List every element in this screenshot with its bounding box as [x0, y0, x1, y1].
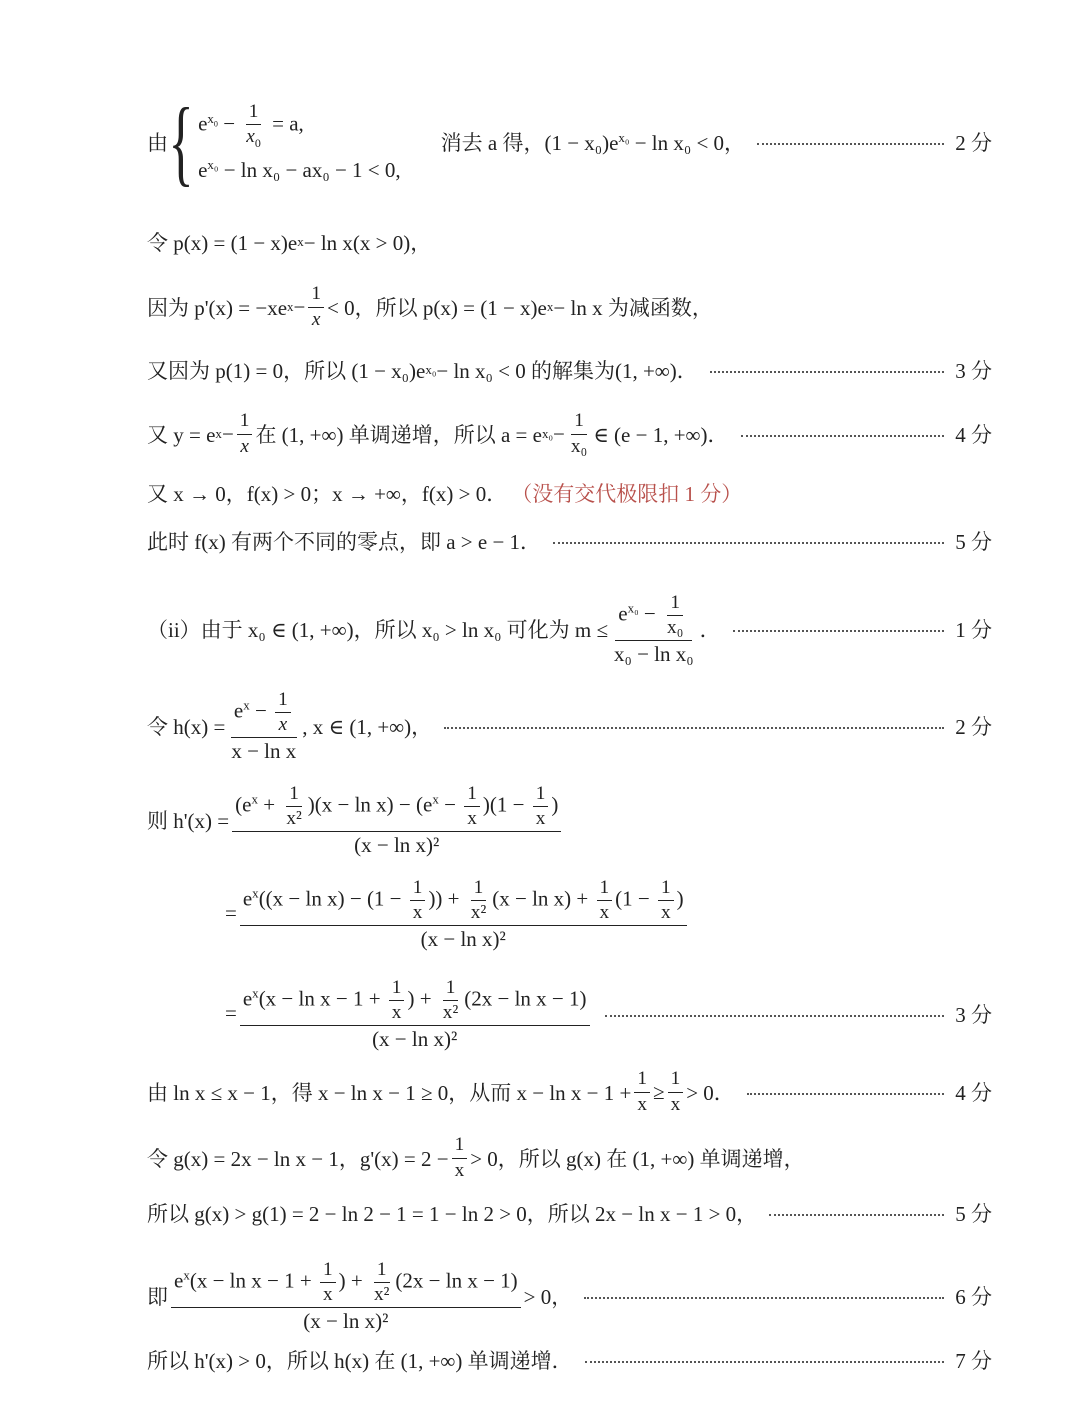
- leader-dots: [769, 1214, 944, 1216]
- score: 1 分: [955, 618, 992, 642]
- fraction: $e^{x_0}$ − $\frac{1}{\text{x₀}}$ x₀ − ln x₀: [614, 591, 694, 667]
- fraction: $\frac{1}{x}$: [668, 1068, 684, 1115]
- fraction: $\frac{1}{x}$: [452, 1134, 468, 1181]
- leader-dots: [444, 727, 944, 729]
- leader-dots: [585, 1361, 944, 1363]
- score: 4 分: [955, 1081, 992, 1105]
- fraction: $\frac{1}{x_0}$: [246, 101, 261, 151]
- fraction: $e^x(x - \ln x - 1$ + $\frac{1}{x}$ ) + $\frac{1}{\text{x²}}$ (2x − ln x − 1) (x − ln x)²: [240, 977, 590, 1052]
- fraction: $\frac{1}{x}$: [634, 1068, 650, 1115]
- score: 3 分: [955, 359, 992, 383]
- line-14: 令 g(x) = 2x − ln x − 1，g'(x) = 2 − $\frac{1}{x}$ > 0，所以 g(x) 在 (1, +∞) 单调递增，: [147, 1134, 805, 1181]
- leader-dots: [741, 435, 944, 437]
- line-1: [147, 88, 992, 195]
- line-16: 即 $e^x(x - \ln x - 1$ + $\frac{1}{x}$ ) + $\frac{1}{\text{x²}}$ (2x − ln x − 1) (x − ln x)² > 0， 6 分: [147, 1258, 992, 1334]
- line-12: = $e^x(x - \ln x - 1$ + $\frac{1}{x}$ ) + $\frac{1}{\text{x²}}$ (2x − ln x − 1) (x − ln x)² 3 分: [225, 976, 992, 1052]
- score: 4 分: [955, 423, 992, 447]
- leader-dots: [747, 1093, 944, 1095]
- score: 5 分: [955, 1202, 992, 1226]
- line-11: = $e^x((x - \ln x) - (1$ − $\frac{1}{x}$ )) + $\frac{1}{\text{x²}}$ (x − ln x) + $\frac{1}{x}$ (1 − $\frac{1}{x}$ ) (x − ln x)²: [225, 870, 992, 958]
- line-13: 由 ln x ≤ x − 1，得 x − ln x − 1 ≥ 0，从而 x − ln x − 1 + $\frac{1}{x}$ ≥ $\frac{1}{x}$ > 0． 4 分: [147, 1068, 992, 1115]
- leader-dots: [733, 630, 944, 632]
- eliminate-text: 消去 a 得，$(1 - x_0)e^{x_0} - \ln x_0 < 0$，: [440, 130, 746, 155]
- deduction-note: （没有交代极限扣 1 分）: [511, 482, 743, 506]
- score: 2 分: [955, 715, 992, 739]
- score: 7 分: [955, 1349, 992, 1373]
- fraction: $\frac{1}{\text{x₀}}$: [570, 410, 588, 457]
- fraction: $e^x((x - \ln x) - (1$ − $\frac{1}{x}$ )) + $\frac{1}{\text{x²}}$ (x − ln x) + $\frac{1}{x}$ (1 − $\frac{1}{x}$ ) (x − ln x)²: [240, 877, 687, 952]
- score: 2 分: [955, 131, 992, 155]
- fraction: $e^x(x - \ln x - 1$ + $\frac{1}{x}$ ) + $\frac{1}{\text{x²}}$ (2x − ln x − 1) (x − ln x)²: [171, 1259, 521, 1334]
- line-6: 又 x → 0，f(x) > 0；x → +∞，f(x) > 0． （没有交代极限扣 1 分）: [147, 475, 992, 511]
- line-5: 又 y = e x − $\frac{1}{x}$ 在 (1, +∞) 单调递增，所以 a = e x₀ − $\frac{1}{\text{x₀}}$ ∈ (e − 1, +∞)． 4 分: [147, 410, 992, 457]
- leader-dots: [710, 371, 944, 373]
- leader-dots: [584, 1297, 944, 1299]
- line-2: 令 p(x) = (1 − x)e x − ln x(x > 0)，: [147, 231, 432, 255]
- line-10: 则 h'(x) = ($e^x$ + $\frac{1}{\text{x²}}$ )$(x - \ln x) - (e^x$ − $\frac{1}{x}$ )(1 − $\frac{1}{x}$ ) (x − ln x)²: [147, 776, 992, 864]
- equation-system: [168, 88, 401, 195]
- fraction: $e^x$ − $\frac{1}{x}$ x − ln x: [231, 688, 297, 764]
- fraction: $\frac{1}{x}$: [308, 283, 324, 330]
- leader-dots: [757, 143, 944, 145]
- score: 5 分: [955, 530, 992, 554]
- line-17: 所以 h'(x) > 0，所以 h(x) 在 (1, +∞) 单调递增． 7 分: [147, 1342, 992, 1378]
- score: 6 分: [955, 1285, 992, 1309]
- line-7: 此时 f(x) 有两个不同的零点，即 a > e − 1． 5 分: [147, 523, 992, 559]
- fraction: $\frac{1}{x}$: [237, 410, 253, 457]
- line-8: （ii）由于 x₀ ∈ (1, +∞)，所以 x₀ > ln x₀ 可化为 m ≤ $e^{x_0}$ − $\frac{1}{\text{x₀}}$ x₀ − ln x₀ ． 1 分: [147, 591, 992, 667]
- system-eq-1: $e^{x_0}$ − $\frac{1}{x_0}$ = a,: [198, 101, 304, 151]
- line-4: 又因为 p(1) = 0，所以 (1 − x₀)e x₀ − ln x₀ < 0 的解集为(1, +∞)． 3 分: [147, 352, 992, 388]
- line-3: 因为 p'(x) = −xe x − $\frac{1}{x}$ < 0，所以 p(x) = (1 − x)e x − ln x 为减函数，: [147, 283, 713, 330]
- fraction: ($e^x$ + $\frac{1}{\text{x²}}$ )$(x - \ln x) - (e^x$ − $\frac{1}{x}$ )(1 − $\frac{1}{x}$ ) (x − ln x)²: [232, 783, 561, 858]
- leader-dots: [605, 1015, 944, 1017]
- prefix-you: 由: [147, 131, 168, 155]
- line-9: 令 h(x) = $e^x$ − $\frac{1}{x}$ x − ln x , x ∈ (1, +∞)， 2 分: [147, 688, 992, 764]
- left-brace: {: [168, 88, 194, 195]
- leader-dots: [553, 542, 944, 544]
- score: 3 分: [955, 1003, 992, 1027]
- line-15: 所以 g(x) > g(1) = 2 − ln 2 − 1 = 1 − ln 2 > 0，所以 2x − ln x − 1 > 0， 5 分: [147, 1195, 992, 1231]
- system-eq-2: $e^{x_0} - \ln x_0 - ax_0 - 1 < 0$,: [198, 156, 401, 182]
